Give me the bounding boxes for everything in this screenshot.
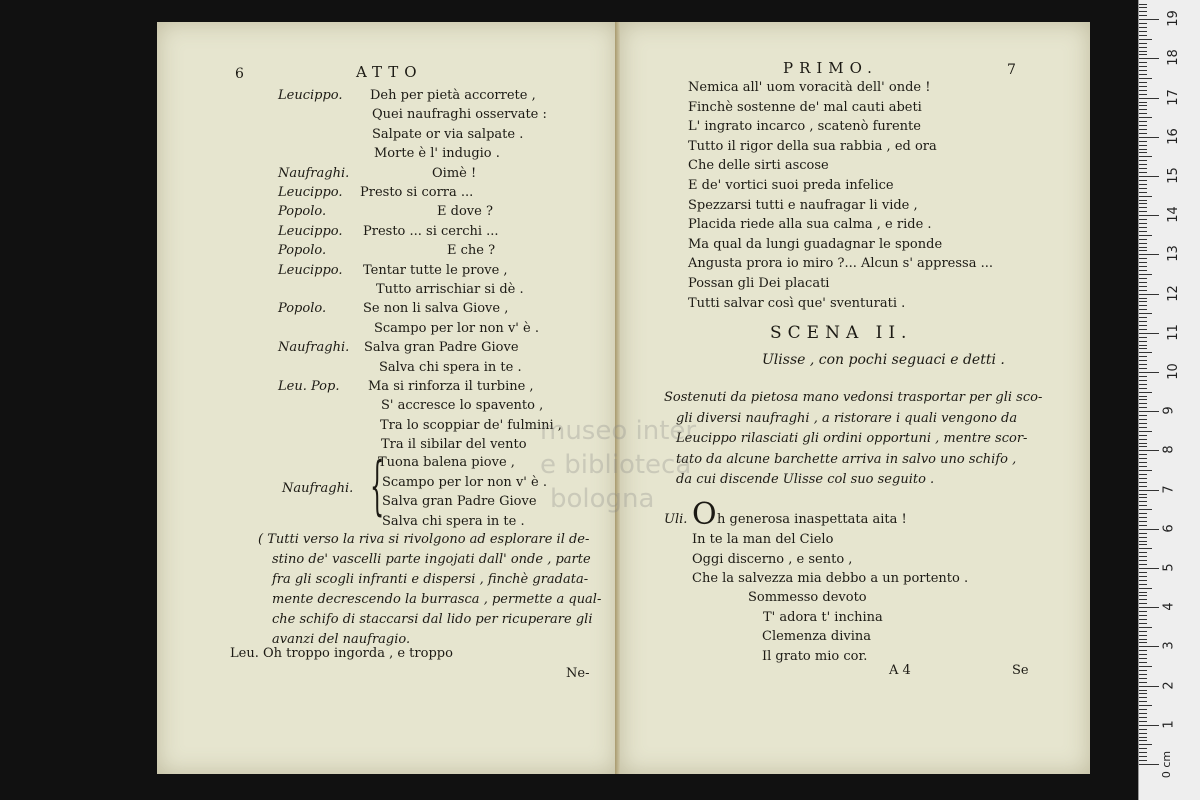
speaker-label: Naufraghi. (278, 340, 350, 356)
ruler-tick (1139, 588, 1152, 589)
verse-line: Scampo per lor non v' è . (382, 474, 547, 490)
verse-line: Nemica all' uom voracità dell' onde ! (688, 80, 931, 95)
ruler-tick (1139, 211, 1147, 212)
verse-line: Spezzarsi tutti e naufragar li vide , (688, 197, 918, 213)
ruler-tick (1139, 423, 1147, 424)
ruler-tick (1139, 333, 1159, 334)
ruler-tick (1139, 156, 1152, 157)
uli-speaker: Uli. (664, 512, 688, 527)
ruler-tick (1139, 748, 1147, 749)
right-running-header: PRIMO. (783, 59, 878, 77)
ruler-tick (1139, 497, 1147, 498)
verse-line: Oimè ! (432, 165, 477, 181)
ruler-number: 6 (1161, 524, 1177, 533)
ruler-tick (1139, 4, 1147, 5)
ruler-tick (1139, 125, 1147, 126)
ruler-tick (1139, 756, 1147, 757)
ruler-tick (1139, 592, 1147, 593)
ruler-tick (1139, 419, 1147, 420)
speaker-label: Leucippo. (278, 223, 343, 239)
ruler-tick (1139, 207, 1147, 208)
verse-line: Salva chi spera in te . (379, 359, 522, 375)
ruler-tick (1139, 133, 1147, 134)
ruler-tick (1139, 176, 1159, 177)
verse-line: Quei naufraghi osservate : (372, 107, 547, 123)
ruler-tick (1139, 62, 1147, 63)
ruler-tick (1139, 627, 1152, 628)
ruler-number: 16 (1165, 128, 1181, 145)
ruler-tick (1139, 278, 1147, 279)
ruler-tick (1139, 733, 1147, 734)
ruler-tick (1139, 623, 1147, 624)
ruler-tick (1139, 556, 1147, 557)
stage-direction-line: Sostenuti da pietosa mano vedonsi trasportar per gli sco- (664, 390, 1043, 405)
ruler-tick (1139, 196, 1152, 197)
ruler-tick (1139, 686, 1159, 687)
measurement-ruler (1138, 0, 1200, 800)
stage-direction-line: tato da alcune barchette arriva in salvo uno schifo , (676, 451, 1017, 467)
ruler-number: 18 (1165, 49, 1181, 67)
ruler-tick (1139, 192, 1147, 193)
ruler-number: 4 (1161, 602, 1177, 611)
ruler-tick (1139, 74, 1147, 75)
speaker-label: Leucippo. (278, 185, 343, 200)
verse-line: Tutto il rigor della sua rabbia , ed ora (688, 138, 937, 154)
ruler-tick (1139, 51, 1147, 52)
ruler-tick (1139, 505, 1147, 506)
ruler-tick (1139, 701, 1147, 702)
ruler-tick (1139, 548, 1152, 549)
ruler-tick (1139, 356, 1147, 357)
ruler-tick (1139, 121, 1147, 122)
ruler-tick (1139, 450, 1159, 451)
verse-line: Ma qual da lungi guadagnar le sponde (688, 236, 943, 252)
ruler-tick (1139, 11, 1147, 12)
ruler-tick (1139, 729, 1147, 730)
ruler-tick (1139, 646, 1159, 647)
watermark-line: museo inter (540, 416, 697, 446)
ruler-tick (1139, 215, 1159, 216)
ruler-tick (1139, 380, 1147, 381)
ruler-tick (1139, 494, 1147, 495)
verse-line: Ma si rinforza il turbine , (368, 379, 534, 394)
verse-line: L' ingrato incarco , scatenò furente (688, 119, 921, 135)
ruler-tick (1139, 721, 1147, 722)
ruler-tick (1139, 490, 1159, 491)
ruler-tick (1139, 740, 1147, 741)
ruler-tick (1139, 509, 1152, 510)
ruler-tick (1139, 247, 1147, 248)
speaker-label: Leucippo. (278, 88, 343, 103)
verse-line: Tra il sibilar del vento (381, 437, 527, 453)
speaker-label: Leu. Pop. (278, 379, 340, 394)
ruler-tick (1139, 219, 1147, 220)
ruler-tick (1139, 360, 1147, 361)
ruler-tick (1139, 109, 1147, 110)
verse-line: Salva gran Padre Giove (382, 494, 537, 509)
ruler-tick (1139, 98, 1159, 99)
ruler-tick (1139, 372, 1159, 373)
ruler-tick (1139, 670, 1147, 671)
ruler-tick (1139, 725, 1159, 726)
verse-line: T' adora t' inchina (763, 609, 883, 625)
ruler-tick (1139, 580, 1147, 581)
verse-line: Salpate or via salpate . (372, 126, 524, 142)
ruler-tick (1139, 517, 1147, 518)
ruler-tick (1139, 317, 1147, 318)
left-catchword: Ne- (566, 666, 590, 681)
ruler-tick (1139, 639, 1147, 640)
stage-direction-line: Leucippo rilasciati gli ordini opportuni , mentre scor- (676, 431, 1028, 446)
ruler-tick (1139, 760, 1147, 761)
ruler-tick (1139, 184, 1147, 185)
ruler-tick (1139, 286, 1147, 287)
ruler-tick (1139, 407, 1147, 408)
ruler-tick (1139, 744, 1152, 745)
ruler-tick (1139, 290, 1147, 291)
ruler-tick (1139, 31, 1147, 32)
ruler-tick (1139, 446, 1147, 447)
ruler-tick (1139, 325, 1147, 326)
ruler-tick (1139, 35, 1147, 36)
ruler-tick (1139, 364, 1147, 365)
brace: { (370, 449, 385, 523)
ruler-tick (1139, 27, 1147, 28)
ruler-tick (1139, 709, 1147, 710)
ruler-tick (1139, 313, 1152, 314)
ruler-number: 7 (1161, 484, 1177, 494)
ruler-tick (1139, 611, 1147, 612)
ruler-tick (1139, 235, 1152, 236)
ruler-tick (1139, 674, 1147, 675)
verse-line: Il grato mio cor. (762, 648, 868, 664)
ruler-tick (1139, 595, 1147, 596)
ruler-tick (1139, 90, 1147, 91)
ruler-tick (1139, 666, 1152, 667)
ruler-tick (1139, 454, 1147, 455)
ruler-tick (1139, 105, 1147, 106)
ruler-tick (1139, 117, 1152, 118)
ruler-tick (1139, 43, 1147, 44)
ruler-tick (1139, 678, 1147, 679)
ruler-tick (1139, 164, 1147, 165)
ruler-tick (1139, 58, 1159, 59)
ruler-tick (1139, 348, 1147, 349)
ruler-tick (1139, 415, 1147, 416)
ruler-tick (1139, 282, 1147, 283)
ruler-tick (1139, 298, 1147, 299)
speaker-label: Naufraghi. (278, 165, 350, 181)
ruler-tick (1139, 23, 1147, 24)
ruler-tick (1139, 168, 1147, 169)
ruler-tick (1139, 439, 1147, 440)
stage-direction-line: mente decrescendo la burrasca , permette a qual- (272, 592, 602, 607)
dropcap: O (692, 497, 717, 532)
ruler-number: 19 (1165, 10, 1181, 27)
ruler-tick (1139, 47, 1147, 48)
ruler-tick (1139, 705, 1152, 706)
ruler-tick (1139, 384, 1147, 385)
ruler-tick (1139, 427, 1147, 428)
verse-line: Morte è l' indugio . (374, 146, 500, 162)
verse-line: Possan gli Dei placati (688, 276, 830, 291)
ruler-number: 11 (1165, 324, 1181, 341)
ruler-tick (1139, 435, 1147, 436)
ruler-tick (1139, 243, 1147, 244)
verse-line: Che la salvezza mia debbo a un portento . (692, 571, 969, 586)
ruler-tick (1139, 560, 1147, 561)
ruler-tick (1139, 619, 1147, 620)
speaker-label: Leucippo. (278, 262, 343, 278)
ruler-tick (1139, 544, 1147, 545)
verse-line: Presto ... si cerchi ... (363, 223, 499, 239)
ruler-tick (1139, 203, 1147, 204)
ruler-tick (1139, 411, 1159, 412)
ruler-tick (1139, 642, 1147, 643)
ruler-tick (1139, 615, 1147, 616)
verse-line: E che ? (447, 243, 496, 259)
ruler-tick (1139, 564, 1147, 565)
ruler-tick (1139, 513, 1147, 514)
stage-direction-line: stino de' vascelli parte ingojati dall' onde , parte (272, 552, 591, 567)
ruler-tick (1139, 102, 1147, 103)
ruler-tick (1139, 270, 1147, 271)
ruler-tick (1139, 713, 1147, 714)
stage-direction-line: avanzi del naufragio. (272, 632, 411, 647)
right-catchword: Se (1012, 663, 1029, 678)
verse-line: Tutti salvar così que' sventurati . (688, 295, 906, 311)
stage-direction-line: fra gli scogli infranti e dispersi , finchè gradata- (272, 572, 589, 587)
stage-direction-line: ( Tutti verso la riva si rivolgono ad esplorare il de- (258, 532, 590, 547)
verse-line: E de' vortici suoi preda infelice (688, 178, 894, 193)
ruler-tick (1139, 78, 1152, 79)
ruler-tick (1139, 399, 1147, 400)
ruler-tick (1139, 658, 1147, 659)
ruler-tick (1139, 145, 1147, 146)
ruler-tick (1139, 345, 1147, 346)
ruler-tick (1139, 352, 1152, 353)
ruler-tick (1139, 180, 1147, 181)
speaker-label: Popolo. (278, 204, 327, 220)
verse-line: Angusta prora io miro ?... Alcun s' appressa ... (688, 256, 993, 272)
ruler-tick (1139, 737, 1147, 738)
verse-line: In te la man del Cielo (692, 532, 834, 547)
stage-direction-line: gli diversi naufraghi , a ristorare i quali vengono da (676, 410, 1018, 426)
ruler-tick (1139, 262, 1147, 263)
ruler-tick (1139, 662, 1147, 663)
ruler-tick (1139, 458, 1147, 459)
ruler-tick (1139, 572, 1147, 573)
watermark-line: bologna (550, 484, 655, 514)
watermark-line: e biblioteca (540, 450, 692, 480)
stage-direction-line: che schifo di staccarsi dal lido per ricuperare gli (272, 612, 593, 627)
ruler-tick (1139, 294, 1159, 295)
ruler-tick (1139, 376, 1147, 377)
speaker-label: Popolo. (278, 301, 327, 317)
left-page-number: 6 (235, 66, 244, 82)
left-running-header: ATTO (356, 63, 423, 81)
ruler-tick (1139, 478, 1147, 479)
ruler-tick (1139, 309, 1147, 310)
verse-line: Presto si corra ... (360, 185, 474, 200)
ruler-tick (1139, 39, 1152, 40)
ruler-tick (1139, 86, 1147, 87)
ruler-tick (1139, 486, 1147, 487)
ruler-tick (1139, 682, 1147, 683)
stage-direction-line: da cui discende Ulisse col suo seguito . (676, 472, 935, 487)
ruler-tick (1139, 717, 1147, 718)
ruler-tick (1139, 403, 1147, 404)
ruler-tick (1139, 650, 1147, 651)
ruler-tick (1139, 603, 1147, 604)
ruler-number: 3 (1161, 641, 1177, 651)
verse-line: Clemenza divina (762, 629, 872, 644)
ruler-tick (1139, 690, 1147, 691)
verse-line: Che delle sirti ascose (688, 158, 829, 174)
ruler-tick (1139, 172, 1147, 173)
ruler-tick (1139, 266, 1147, 267)
ruler-tick (1139, 470, 1152, 471)
ruler-number: 5 (1161, 563, 1177, 572)
ruler-tick (1139, 537, 1147, 538)
brace-speaker: Naufraghi. (282, 481, 354, 496)
ruler-tick (1139, 525, 1147, 526)
ruler-number: 8 (1161, 445, 1177, 455)
ruler-tick (1139, 635, 1147, 636)
ruler-tick (1139, 231, 1147, 232)
ruler-tick (1139, 697, 1147, 698)
ruler-tick (1139, 129, 1147, 130)
verse-line: Tra lo scoppiar de' fulmini , (380, 417, 562, 433)
verse-line: Se non li salva Giove , (363, 301, 509, 317)
ruler-tick (1139, 541, 1147, 542)
ruler-tick (1139, 54, 1147, 55)
ruler-tick (1139, 223, 1147, 224)
ruler-tick (1139, 7, 1147, 8)
verse-line: E dove ? (437, 204, 493, 220)
verse-line: Finchè sostenne de' mal cauti abeti (688, 99, 922, 115)
ruler-tick (1139, 631, 1147, 632)
ruler-tick (1139, 341, 1147, 342)
ruler-tick (1139, 305, 1147, 306)
speaker-label: Popolo. (278, 243, 327, 259)
ruler-tick (1139, 94, 1147, 95)
verse-line: Oggi discerno , e sento , (692, 551, 853, 567)
ruler-tick (1139, 533, 1147, 534)
ruler-tick (1139, 337, 1147, 338)
ruler-tick (1139, 466, 1147, 467)
ruler-number: 12 (1165, 284, 1181, 302)
ruler-tick (1139, 82, 1147, 83)
ruler-tick (1139, 19, 1159, 20)
ruler-tick (1139, 529, 1159, 530)
ruler-tick (1139, 474, 1147, 475)
verse-line: Tentar tutte le prove , (363, 262, 508, 278)
ruler-tick (1139, 388, 1147, 389)
ruler-tick (1139, 521, 1147, 522)
ruler-tick (1139, 396, 1147, 397)
ruler-tick (1139, 70, 1147, 71)
ruler-tick (1139, 227, 1147, 228)
scene-title: SCENA II. (770, 323, 913, 343)
ruler-number: 10 (1165, 363, 1181, 380)
ruler-tick (1139, 152, 1147, 153)
verse-line: Deh per pietà accorrete , (370, 88, 536, 103)
verse-line: Tutto arrischiar si dè . (376, 282, 524, 297)
ruler-tick (1139, 568, 1159, 569)
ruler-tick (1139, 141, 1147, 142)
ruler-tick (1139, 607, 1159, 608)
ruler-unit-label: 0 cm (1160, 750, 1174, 779)
ruler-tick (1139, 654, 1147, 655)
ruler-number: 2 (1161, 680, 1177, 690)
ruler-tick (1139, 431, 1152, 432)
ruler-tick (1139, 301, 1147, 302)
ruler-tick (1139, 599, 1147, 600)
ruler-tick (1139, 66, 1147, 67)
signature-mark: A 4 (889, 663, 911, 678)
verse-line: Sommesso devoto (748, 590, 867, 605)
ruler-tick (1139, 200, 1147, 201)
verse-line: Scampo per lor non v' è . (374, 320, 539, 336)
ruler-tick (1139, 149, 1147, 150)
ruler-tick (1139, 584, 1147, 585)
ruler-tick (1139, 482, 1147, 483)
verse-line: Salva chi spera in te . (382, 513, 525, 529)
ruler-tick (1139, 239, 1147, 240)
ruler-number: 13 (1165, 245, 1181, 263)
ruler-tick (1139, 552, 1147, 553)
ruler-tick (1139, 392, 1152, 393)
verse-line: Salva gran Padre Giove (364, 340, 519, 356)
ruler-tick (1139, 254, 1159, 255)
ruler-number: 1 (1161, 720, 1177, 729)
ruler-tick (1139, 258, 1147, 259)
ruler-number: 14 (1165, 206, 1181, 223)
ruler-tick (1139, 321, 1147, 322)
uli-first-line: h generosa inaspettata aita ! (717, 512, 907, 527)
ruler-tick (1139, 250, 1147, 251)
ruler-tick (1139, 443, 1147, 444)
ruler-number: 15 (1165, 167, 1181, 184)
ruler-tick (1139, 113, 1147, 114)
verse-line: Placida riede alla sua calma , e ride . (688, 217, 932, 233)
ruler-tick (1139, 752, 1147, 753)
ruler-tick (1139, 160, 1147, 161)
right-page-number: 7 (1007, 62, 1016, 78)
ruler-tick (1139, 693, 1147, 694)
ruler-tick (1139, 188, 1147, 189)
ruler-tick (1139, 764, 1159, 765)
verse-line: S' accresce lo spavento , (381, 398, 544, 414)
ruler-tick (1139, 274, 1152, 275)
ruler-tick (1139, 576, 1147, 577)
scene-subtitle: Ulisse , con pochi seguaci e detti . (762, 352, 1005, 368)
ruler-tick (1139, 329, 1147, 330)
ruler-tick (1139, 368, 1147, 369)
ruler-tick (1139, 15, 1147, 16)
left-last-line: Leu. Oh troppo ingorda , e troppo (230, 646, 453, 661)
ruler-number: 17 (1165, 88, 1181, 106)
ruler-number: 9 (1161, 406, 1177, 415)
ruler-tick (1139, 137, 1159, 138)
ruler-tick (1139, 462, 1147, 463)
verse-line: Tuona balena piove , (378, 455, 515, 470)
ruler-tick (1139, 501, 1147, 502)
